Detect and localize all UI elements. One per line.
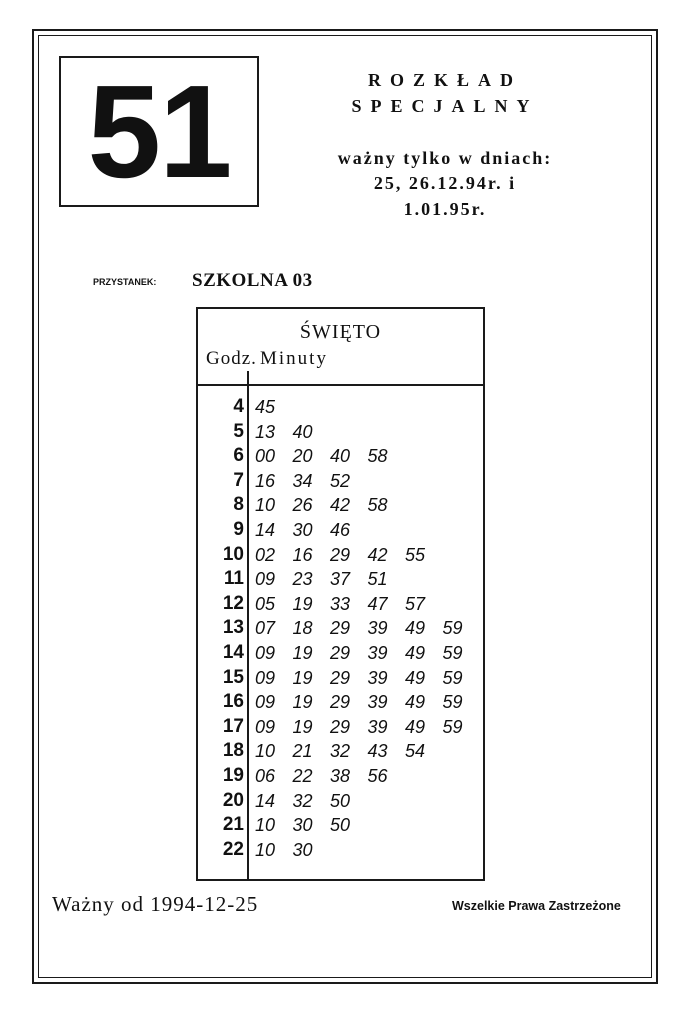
departure-minute: 29	[330, 544, 351, 565]
schedule-title-line1: ROZKŁAD	[367, 70, 522, 90]
minutes-cell	[255, 813, 368, 837]
timetable-row	[198, 739, 483, 764]
departure-minute: 42	[367, 544, 388, 565]
departure-minute: 37	[330, 569, 351, 590]
header-divider	[198, 384, 483, 386]
departure-minute: 55	[405, 544, 426, 565]
departure-minute: 16	[255, 470, 276, 491]
departure-minute: 39	[367, 716, 388, 737]
departure-minute: 09	[255, 642, 276, 663]
minutes-cell	[255, 616, 480, 640]
departure-minute: 13	[255, 421, 276, 442]
departure-minute: 29	[330, 618, 351, 639]
hour-cell: 13	[222, 617, 244, 639]
departure-minute: 59	[442, 642, 463, 663]
schedule-title-line2: SPECJALNY	[351, 96, 539, 116]
departure-minute: 47	[367, 593, 388, 614]
departure-minute: 29	[330, 716, 351, 737]
minutes-cell	[255, 469, 368, 493]
departure-minute: 49	[405, 716, 426, 737]
departure-minute: 58	[367, 495, 388, 516]
departure-minute: 50	[330, 815, 351, 836]
minutes-cell	[255, 567, 405, 591]
hour-cell: 18	[222, 740, 244, 762]
departure-minute: 09	[255, 716, 276, 737]
departure-minute: 14	[255, 519, 276, 540]
departure-minute: 14	[255, 790, 276, 811]
hour-cell: 10	[222, 543, 244, 565]
departure-minute: 40	[330, 446, 351, 467]
stop-label: PRZYSTANEK:	[93, 277, 157, 287]
minutes-cell	[255, 838, 330, 862]
departure-minute: 21	[292, 741, 313, 762]
departure-minute: 52	[330, 470, 351, 491]
minutes-cell	[255, 789, 368, 813]
hour-cell: 21	[222, 814, 244, 836]
departure-minute: 10	[255, 815, 276, 836]
departure-minute: 49	[405, 667, 426, 688]
departure-minute: 40	[292, 421, 313, 442]
departure-minute: 23	[292, 569, 313, 590]
minutes-cell	[255, 444, 405, 468]
timetable-row	[198, 838, 483, 863]
departure-minute: 19	[292, 642, 313, 663]
hour-cell: 6	[233, 445, 244, 467]
departure-minute: 22	[292, 765, 313, 786]
minutes-cell	[255, 715, 480, 739]
minute-column-header: Minuty	[260, 348, 328, 369]
departure-minute: 56	[367, 765, 388, 786]
timetable	[196, 307, 485, 881]
departure-minute: 09	[255, 692, 276, 713]
departure-minute: 58	[367, 446, 388, 467]
stop-name: SZKOLNA 03	[192, 270, 313, 291]
departure-minute: 00	[255, 446, 276, 467]
hour-cell: 20	[222, 789, 244, 811]
minutes-cell	[255, 739, 443, 763]
hour-cell: 14	[222, 641, 244, 663]
departure-minute: 09	[255, 569, 276, 590]
departure-minute: 09	[255, 667, 276, 688]
timetable-rows	[198, 395, 483, 862]
hour-cell: 7	[233, 469, 244, 491]
departure-minute: 42	[330, 495, 351, 516]
hour-cell: 15	[222, 666, 244, 688]
minutes-cell	[255, 592, 443, 616]
timetable-row	[198, 543, 483, 568]
departure-minute: 19	[292, 667, 313, 688]
departure-minute: 59	[442, 667, 463, 688]
departure-minute: 49	[405, 618, 426, 639]
timetable-row	[198, 493, 483, 518]
hour-cell: 5	[233, 420, 244, 442]
departure-minute: 32	[292, 790, 313, 811]
day-type-heading: ŚWIĘTO	[299, 321, 382, 343]
departure-minute: 30	[292, 815, 313, 836]
minutes-cell	[255, 666, 480, 690]
minutes-cell	[255, 395, 293, 419]
departure-minute: 02	[255, 544, 276, 565]
timetable-row	[198, 715, 483, 740]
departure-minute: 29	[330, 692, 351, 713]
timetable-row	[198, 789, 483, 814]
departure-minute: 59	[442, 618, 463, 639]
departure-minute: 50	[330, 790, 351, 811]
hour-column-header: Godz.	[206, 348, 257, 369]
departure-minute: 33	[330, 593, 351, 614]
timetable-row	[198, 690, 483, 715]
hour-cell: 12	[222, 592, 244, 614]
timetable-row	[198, 444, 483, 469]
minutes-cell	[255, 420, 330, 444]
departure-minute: 39	[367, 667, 388, 688]
timetable-row	[198, 666, 483, 691]
departure-minute: 34	[292, 470, 313, 491]
departure-minute: 29	[330, 642, 351, 663]
departure-minute: 29	[330, 667, 351, 688]
departure-minute: 39	[367, 642, 388, 663]
departure-minute: 10	[255, 741, 276, 762]
departure-minute: 10	[255, 839, 276, 860]
validity-note-line3: 1.01.95r.	[403, 199, 487, 219]
departure-minute: 30	[292, 519, 313, 540]
timetable-row	[198, 518, 483, 543]
hour-cell: 4	[233, 396, 244, 417]
departure-minute: 19	[292, 716, 313, 737]
departure-minute: 39	[367, 618, 388, 639]
timetable-row	[198, 641, 483, 666]
minutes-cell	[255, 543, 443, 567]
departure-minute: 20	[292, 446, 313, 467]
copyright-notice: Wszelkie Prawa Zastrzeżone	[452, 899, 621, 913]
validity-note-line1: ważny tylko w dniach:	[337, 148, 553, 168]
departure-minute: 51	[367, 569, 388, 590]
timetable-row	[198, 592, 483, 617]
hour-cell: 8	[233, 494, 244, 516]
minutes-cell	[255, 641, 480, 665]
departure-minute: 38	[330, 765, 351, 786]
hour-cell: 17	[222, 715, 244, 737]
timetable-row	[198, 813, 483, 838]
minutes-cell	[255, 764, 405, 788]
hour-cell: 11	[223, 568, 244, 590]
departure-minute: 46	[330, 519, 351, 540]
departure-minute: 39	[367, 692, 388, 713]
departure-minute: 10	[255, 495, 276, 516]
timetable-row	[198, 616, 483, 641]
departure-minute: 45	[255, 397, 276, 417]
departure-minute: 07	[255, 618, 276, 639]
minutes-cell	[255, 690, 480, 714]
departure-minute: 18	[292, 618, 313, 639]
departure-minute: 59	[442, 692, 463, 713]
departure-minute: 54	[405, 741, 426, 762]
departure-minute: 06	[255, 765, 276, 786]
timetable-row	[198, 420, 483, 445]
departure-minute: 59	[442, 716, 463, 737]
hour-cell: 16	[222, 691, 244, 713]
departure-minute: 57	[405, 593, 426, 614]
line-number-box	[59, 56, 259, 207]
departure-minute: 05	[255, 593, 276, 614]
departure-minute: 49	[405, 692, 426, 713]
timetable-row	[198, 395, 483, 420]
hour-cell: 22	[222, 838, 244, 860]
hour-cell: 9	[233, 518, 244, 540]
validity-note-line2: 25, 26.12.94r. i	[373, 173, 517, 193]
timetable-row	[198, 469, 483, 494]
departure-minute: 49	[405, 642, 426, 663]
valid-from-date: Ważny od 1994-12-25	[52, 892, 259, 916]
departure-minute: 43	[367, 741, 388, 762]
timetable-row	[198, 567, 483, 592]
minutes-cell	[255, 493, 405, 517]
hour-cell: 19	[222, 764, 244, 786]
timetable-row	[198, 764, 483, 789]
departure-minute: 19	[292, 692, 313, 713]
departure-minute: 32	[330, 741, 351, 762]
minutes-cell	[255, 518, 368, 542]
departure-minute: 16	[292, 544, 313, 565]
departure-minute: 30	[292, 839, 313, 860]
line-number: 51	[87, 58, 231, 205]
departure-minute: 26	[292, 495, 313, 516]
departure-minute: 19	[292, 593, 313, 614]
